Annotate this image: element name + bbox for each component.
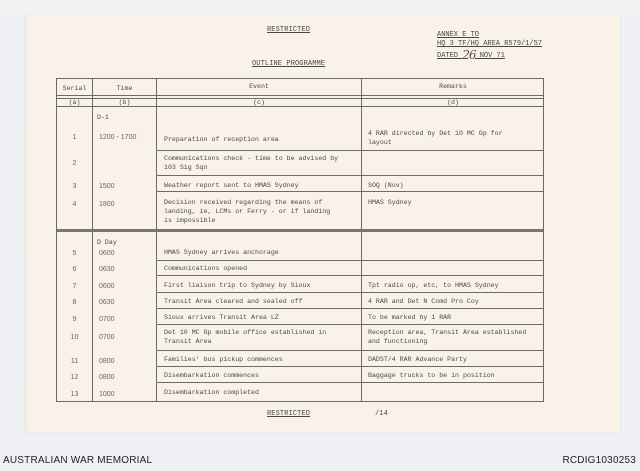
- row-divider: [156, 324, 543, 325]
- event-9: Sioux arrives Transit Area LZ: [164, 314, 279, 321]
- serial-4: 4: [72, 201, 77, 208]
- time-4: 1800: [99, 201, 115, 208]
- col-divider: [361, 79, 362, 401]
- remarks-10-line-2: and functioning: [368, 338, 428, 345]
- classification-top: RESTRICTED: [267, 26, 311, 34]
- time-5: 0600: [99, 250, 115, 257]
- event-4-line-1: Decision received regarding the means of: [164, 199, 323, 206]
- section-divider: [57, 229, 543, 232]
- serial-6: 6: [72, 266, 77, 273]
- row-divider: [156, 260, 543, 261]
- serial-3: 3: [72, 183, 77, 190]
- remarks-12: Baggage trucks to be in position: [368, 372, 495, 379]
- annex-line-3: [437, 49, 542, 61]
- time-7: 0600: [99, 283, 115, 290]
- archive-label: AUSTRALIAN WAR MEMORIAL: [3, 455, 153, 466]
- row-divider: [156, 366, 543, 367]
- page-reference: /14: [375, 410, 388, 418]
- row-divider: [156, 175, 543, 176]
- event-4-line-3: is impossible: [164, 217, 216, 224]
- serial-5: 5: [72, 250, 77, 257]
- event-1: Preparation of reception area: [164, 136, 279, 143]
- row-divider: [156, 150, 543, 151]
- serial-7: 7: [72, 283, 77, 290]
- time-13: 1000: [99, 391, 115, 398]
- col-code-c: (c): [253, 99, 265, 106]
- time-1: 1200 - 1700: [99, 134, 137, 141]
- row-divider: [156, 275, 543, 276]
- archive-id: RCDIG1030253: [562, 455, 636, 466]
- serial-2: 2: [72, 160, 77, 167]
- time-12: 0800: [99, 374, 115, 381]
- annex-date: NOV 71: [479, 52, 505, 60]
- time-6: 0630: [99, 266, 115, 273]
- row-divider: [57, 95, 543, 96]
- annex-reference: [437, 31, 542, 61]
- serial-8: 8: [72, 299, 77, 306]
- col-code-d: (d): [447, 99, 459, 106]
- col-divider: [92, 79, 93, 401]
- section-day-d-minus-1: D-1: [97, 114, 109, 121]
- event-8: Transit Area cleared and sealed off: [164, 298, 303, 305]
- event-2-line-2: 103 Sig Sqn: [164, 164, 208, 171]
- event-10-line-1: Det 10 MC Gp mobile office established in: [164, 329, 327, 336]
- serial-9: 9: [72, 316, 77, 323]
- event-5: HMAS Sydney arrives anchorage: [164, 249, 279, 256]
- remarks-9: To be marked by 1 RAR: [368, 314, 452, 321]
- remarks-1-line-1: 4 RAR directed by Det 10 MC Gp for: [368, 130, 503, 137]
- event-2-line-1: Communications check - time to be advised by: [164, 155, 339, 162]
- annex-dated-label: DATED: [437, 52, 459, 60]
- col-header-serial: Serial: [62, 85, 87, 92]
- time-8: 0630: [99, 299, 115, 306]
- row-divider: [156, 292, 543, 293]
- remarks-8: 4 RAR and Det N Comd Pro Coy: [368, 298, 479, 305]
- top-margin: [0, 0, 640, 15]
- col-code-a: (a): [68, 99, 81, 106]
- row-divider: [156, 350, 543, 351]
- event-7: First liaison trip to Sydney by Sioux: [164, 282, 311, 289]
- remarks-3: SOQ (Nov): [368, 182, 404, 189]
- time-11: 0800: [99, 358, 115, 365]
- time-3: 1500: [99, 183, 115, 190]
- event-6: Communications opened: [164, 265, 248, 272]
- col-code-b: (b): [118, 99, 131, 106]
- col-header-time: Time: [116, 85, 133, 92]
- row-divider: [156, 308, 543, 309]
- remarks-10-line-1: Reception area, Transit Area established: [368, 329, 527, 336]
- annex-line-2: HQ 3 TF/HQ AREA R579/1/57: [437, 40, 543, 48]
- document-title: OUTLINE PROGRAMME: [252, 60, 326, 68]
- event-13: Disembarkation completed: [164, 389, 259, 396]
- col-header-remarks: Remarks: [439, 83, 467, 90]
- remarks-4: HMAS Sydney: [368, 199, 412, 206]
- event-12: Disembarkation commences: [164, 372, 259, 379]
- annex-line-1: ANNEX E TO: [437, 31, 480, 39]
- handwritten-day: 26: [462, 48, 476, 62]
- event-11: Families' bus pickup commences: [164, 356, 283, 363]
- event-10-line-2: Transit Area: [164, 338, 212, 345]
- remarks-7: Tpt radio op, etc, to HMAS Sydney: [368, 282, 499, 289]
- event-4-line-2: landing, ie, LCMs or Ferry - or if landing: [164, 208, 331, 215]
- row-divider: [156, 382, 543, 383]
- serial-13: 13: [70, 391, 79, 398]
- serial-10: 10: [70, 334, 79, 341]
- remarks-11: DADST/4 RAR Advance Party: [368, 356, 467, 363]
- row-divider: [156, 191, 543, 192]
- col-header-event: Event: [249, 83, 269, 90]
- remarks-1-line-2: layout: [368, 139, 392, 146]
- serial-1: 1: [72, 134, 77, 141]
- classification-bottom: RESTRICTED: [267, 410, 311, 418]
- time-9: 0700: [99, 316, 115, 323]
- section-day-d-day: D Day: [97, 239, 117, 246]
- col-divider: [156, 79, 157, 401]
- event-3: Weather report sent to HMAS Sydney: [164, 182, 299, 189]
- serial-11: 11: [70, 358, 79, 365]
- serial-12: 12: [70, 374, 79, 381]
- time-10: 0700: [99, 334, 115, 341]
- programme-table: [56, 78, 544, 402]
